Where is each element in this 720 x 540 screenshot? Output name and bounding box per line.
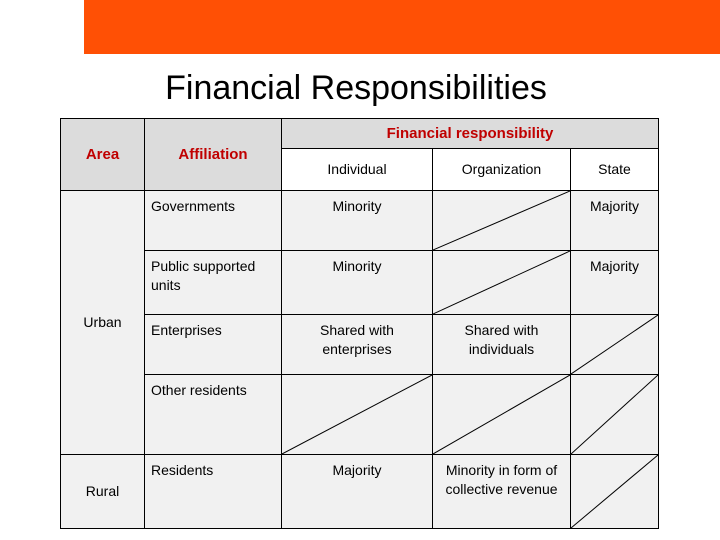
organization-cell-crossed — [433, 191, 571, 251]
header-financial-responsibility: Financial responsibility — [282, 119, 659, 149]
header-organization: Organization — [433, 149, 571, 191]
header-affiliation: Affiliation — [145, 119, 282, 191]
affiliation-cell: Other residents — [145, 375, 282, 455]
individual-cell: Minority — [282, 191, 433, 251]
table-row — [61, 375, 659, 455]
diagonal-slash — [433, 375, 570, 454]
affiliation-cell: Residents — [145, 455, 282, 529]
table-row — [61, 315, 659, 375]
header-area: Area — [61, 119, 145, 191]
area-urban: Urban — [61, 191, 145, 455]
state-cell: Majority — [571, 251, 659, 315]
header-state: State — [571, 149, 659, 191]
individual-cell-crossed — [282, 375, 433, 455]
table-row — [61, 455, 659, 529]
diagonal-slash — [571, 455, 658, 528]
organization-cell: Shared with individuals — [433, 315, 571, 375]
header-individual: Individual — [282, 149, 433, 191]
individual-cell: Majority — [282, 455, 433, 529]
affiliation-cell: Public supported units — [145, 251, 282, 315]
slide-title: Financial Responsibilities — [165, 69, 547, 107]
table-row — [61, 191, 659, 251]
area-rural: Rural — [61, 455, 145, 529]
diagonal-slash — [433, 191, 570, 250]
individual-cell: Shared with enterprises — [282, 315, 433, 375]
diagonal-slash — [433, 251, 570, 314]
state-cell-crossed — [571, 455, 659, 529]
header-row — [61, 119, 659, 149]
responsibility-table — [60, 118, 659, 529]
diagonal-slash — [282, 375, 432, 454]
organization-cell: Minority in form of collective revenue — [433, 455, 571, 529]
organization-cell-crossed — [433, 251, 571, 315]
organization-cell-crossed — [433, 375, 571, 455]
state-cell: Majority — [571, 191, 659, 251]
diagonal-slash — [571, 375, 658, 454]
orange-banner — [84, 0, 720, 54]
table-row — [61, 251, 659, 315]
affiliation-cell: Enterprises — [145, 315, 282, 375]
responsibility-table-container — [60, 118, 658, 528]
state-cell-crossed — [571, 375, 659, 455]
individual-cell: Minority — [282, 251, 433, 315]
state-cell-crossed — [571, 315, 659, 375]
diagonal-slash — [571, 315, 658, 374]
affiliation-cell: Governments — [145, 191, 282, 251]
